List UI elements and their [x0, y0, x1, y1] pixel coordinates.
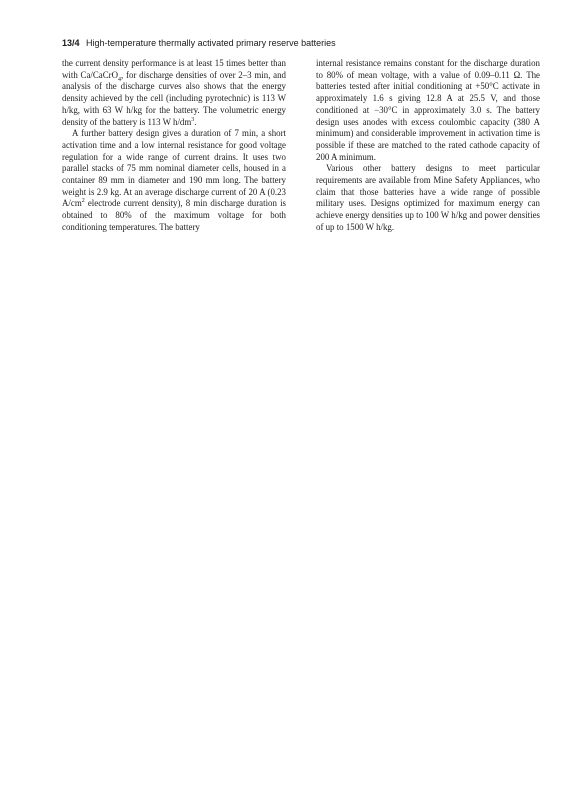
- page-folio: 13/4: [62, 38, 80, 48]
- right-column: [316, 58, 540, 234]
- subscript: 4: [118, 76, 122, 83]
- text-segment: electrode current density), 8 min discharge duration is obtained to 80% of the maximum voltage for both conditioning temperatures. The battery: [62, 198, 286, 232]
- superscript: 2: [81, 198, 85, 205]
- running-head: [62, 38, 532, 48]
- paragraph-3: internal resistance remains constant for the discharge duration to 80% of mean voltage, with a value of 0.09–0.11 Ω. The batteries tested after initial conditioning at +50°C activate in approximately 1.6 s giving 12.8 A at 25.5 V, and those conditioned at −30°C in approximately 3.0 s. The battery design uses anodes with excess coulombic capacity (380 A minimum) and considerable improvement in activation time is possible if these are matched to the rated cathode capacity of 200 A minimum.: [316, 58, 540, 162]
- text-segment: the current density performance is at least 15 times better than with Ca/CaCrO: [62, 58, 286, 80]
- superscript: 3: [191, 116, 195, 123]
- text-segment: , for discharge densities of over 2–3 min, and analysis of the discharge curves also shows that the energy density achieved by the cell (including pyrotechnic) is 113 W h/kg, with 63 W h/kg for the battery. The volumetric energy density of the battery is 113 W h/dm: [62, 69, 286, 127]
- paragraph-1: [62, 58, 286, 128]
- chapter-title: High-temperature thermally activated primary reserve batteries: [86, 38, 336, 48]
- paragraph-2: [62, 128, 286, 233]
- left-column: [62, 58, 286, 234]
- paragraph-4: Various other battery designs to meet particular requirements are available from Mine Safety Appliances, who claim that those batteries have a wide range of possible military uses. Designs optimized for maximum energy can achieve energy densities up to 100 W h/kg and power densities of up to 1500 W h/kg.: [316, 163, 540, 232]
- text-segment: .: [194, 116, 197, 127]
- text-segment: A further battery design gives a duration of 7 min, a short activation time and a low internal resistance for good voltage regulation for a wide range of current drains. It uses two parallel stacks of 75 mm nominal diameter cells, housed in a container 89 mm in diameter and 190 mm long. The battery weight is 2.9 kg. At an average discharge current of 20 A (0.23 A/cm: [62, 128, 286, 209]
